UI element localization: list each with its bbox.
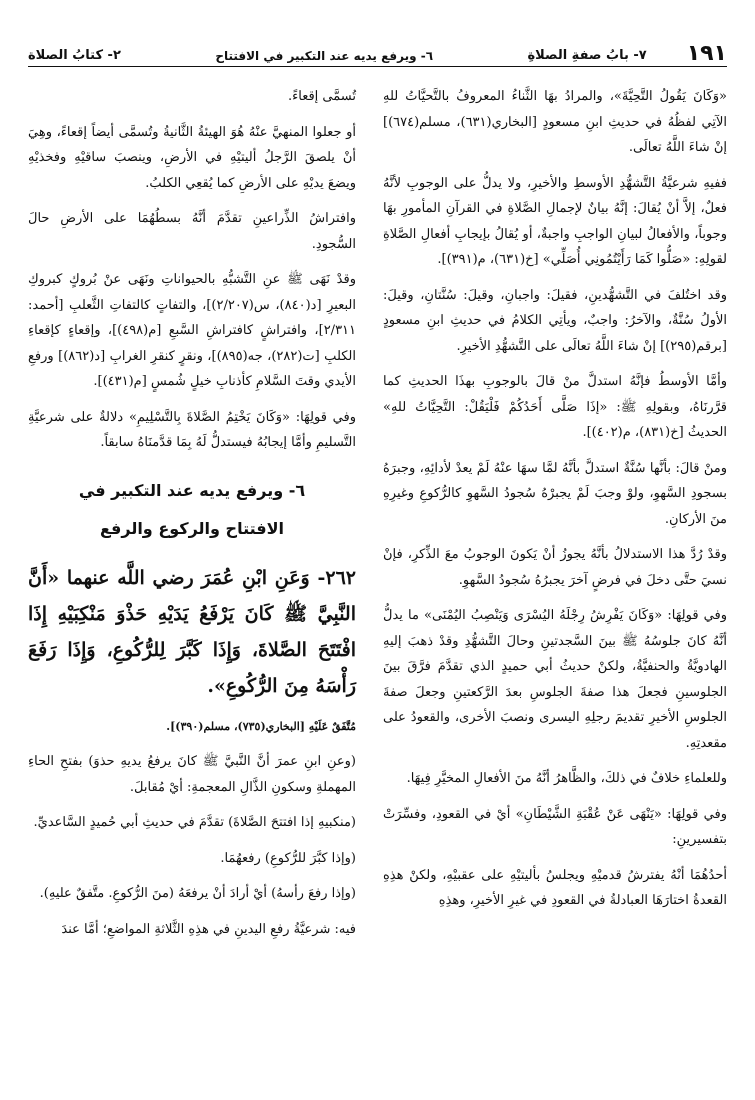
paragraph: وقد اختُلفَ في التَّشهُّدينِ، فقيلَ: واجبانِ، وقيلَ: سُنَّتانِ، وقيلَ: الأولُ سُنَّةٌ، والآخرُ: واجبٌ، ويأتِي الكلامُ في حديثِ ابنِ مسعودٍ [برقم(٢٩٥)] إنْ شاءَ اللَّهُ تعالَى على التَّشهُّدِ الأخيرِ. (383, 287, 727, 354)
paragraph: وفي قولِهَا: «وَكَانَ يَخْتِمُ الصَّلاةَ بِالتَّسْلِيمِ» دلالةٌ على شرعيَّةِ التَّسليمِ وأمَّا إيجابُهُ فيستدلُّ لَهُ بِمَا قدَّمنَاهُ سابقاً. (28, 409, 356, 450)
paragraph: تُسمَّى إقعاءً. (287, 89, 356, 104)
paragraph: وقدْ رُدَّ هذا الاستدلالُ بأنَّهُ يجوزُ أنْ يَكونَ الوجوبُ معَ الذِّكرِ، فإنْ نسيَ حتَّى دخلَ في فرضٍ آخرَ يجبرُهُ سُجودُ السَّهوِ. (383, 547, 727, 588)
chapter-title: ٧- بابُ صفةِ الصلاةِ (527, 48, 647, 63)
hadith-text: ٢٦٢- وَعَنِ ابْنِ عُمَرَ رضي اللَّه عنهما «أَنَّ النَّبِيَّ ﷺ كَانَ يَرْفَعُ يَدَيْهِ حَذْوَ مَنْكِبَيْهِ إِذَا افْتَتَحَ الصَّلاةَ، وَإِذَا كَبَّرَ لِلرُّكُوعِ، وَإِذَا رَفَعَ رَأْسَهُ مِنَ الرُّكُوعِ». (28, 566, 356, 697)
page-header (28, 40, 727, 67)
section-heading-line: ٦- ويرفع يديه عند التكبير في (78, 480, 306, 500)
commentary-paragraph: (وإذا كبَّرَ للرُّكوعِ) رفعهُمَا. (220, 850, 356, 866)
book-title: ٢- كتابُ الصلاة (28, 48, 121, 63)
commentary-paragraph: (وعنِ ابنِ عمرَ أنَّ النَّبيَّ ﷺ كانَ يرفعُ يديهِ حذوَ) بفتحِ الحاءِ المهملةِ وسكونِ الذَّالِ المعجمةِ: أيْ مُقابلَ. (28, 754, 356, 795)
right-column (383, 84, 727, 1084)
commentary-paragraph: (منكبيهِ إذا افتتحَ الصَّلاةَ) تقدَّمَ في حديثِ أبي حُميدٍ السَّاعديِّ. (33, 815, 356, 830)
commentary-paragraph: فيه: شرعيَّةُ رفعِ اليدينِ في هذِهِ الثَّلاثةِ المواضعِ؛ أمَّا عندَ (61, 921, 356, 937)
paragraph: وفي قولِهَا: «وَكَانَ يَفْرِشُ رِجْلَهُ اليُسْرَى وَيَنْصِبُ اليُمْنَى» ما يدلُّ أنَّهُ كانَ جلوسُهُ ﷺ بينَ السَّجدتينِ وحالَ التَّشهُّدِ وقدْ ذهبَ إليهِ الهادويَّةُ والحنفيَّةُ، ولكنْ حديثُ أبي حميدٍ الذي تقدَّمَ فرَّقَ بينَ الجلوسينِ فجعلَ هذا صفةَ الجلوسِ بعدَ الرَّكعتينِ وجعلَ صفةَ الجلوسِ الأخيرِ تقديمَ رجلِهِ اليسرى ونصبَ الأخرى، والقعودُ على مقعدتِهِ. (383, 608, 727, 751)
paragraph: أحدُهُمَا أنْهُ يفترشُ قدميْهِ ويجلسُ بأليتيْهِ على عقبيْهِ، ولكنْ هذِهِ القعدةُ اختارَهَا العبادلةُ في القعودِ في غيرِ الأخيرِ، وهذِهِ (383, 867, 727, 908)
paragraph: وفي قولِهَا: «يَنْهَى عَنْ عُقْبَةِ الشَّيْطَانِ» أيْ في القعودِ، وفسِّرَتْ بتفسيرينِ: (383, 806, 727, 847)
hadith-reference: مُتَّفَقٌ عَلَيْهِ [البخاري(٧٣٥)، مسلم(٣٩٠)]. (166, 719, 356, 733)
paragraph: وللعلماءِ خلافٌ في ذلكَ، والظَّاهرُ أنَّهُ منَ الأفعالِ المخيَّرِ فِيهَا. (406, 771, 727, 786)
paragraph: وقدْ نَهَى ﷺ عنِ التَّشبُّهِ بالحيواناتِ ونَهَى عنْ بُروكٍ كبروكِ البعيرِ [د(٨٤٠)، س(٢/٢٠٧)]، والتفاتٍ كالتفاتِ الثَّعلبِ [أحمد: ٢/٣١١]، وافتراشٍ كافتراشِ السَّبعِ [م(٤٩٨)]، وإقعاءٍ كإقعاءِ الكلبِ [ت(٢٨٢)، جه(٨٩٥)]، ونقرٍ كنقرِ الغرابِ [د(٨٦٢)] ورفعِ الأيدي وقتَ السَّلامِ كأذنابِ خيلٍ شُمسٍ [م(٤٣١)]. (28, 272, 357, 389)
paragraph: أو جعلوا المنهيَّ عنْهُ هُوَ الهيئةُ الثَّانيةُ وتُسمَّى أيضاً إقعاءً، وهِيَ أنْ يلصقَ الرَّجلُ أليتيْهِ في الأرضِ، وينصبَ ساقيْهِ وفخذيْهِ ويضعَ يديْهِ على الأرضِ كما يُقعِي الكلبُ. (28, 124, 356, 191)
paragraph: وأمَّا الأوسطُ فإنَّهُ استدلَّ منْ قالَ بالوجوبِ بهذَا الحديثِ كما قرَّرنَاهُ، وبقولِهِ ﷺ: «إذَا صَلَّى أَحَدُكُمْ فَلْيَقُلْ: التَّحِيَّاتُ للهِ» الحديثُ [خ(٨٣١)، م(٤٠٢)]. (383, 374, 727, 440)
paragraph: وافتراشُ الذِّراعينِ تقدَّمَ أنَّهُ بسطُهُمَا على الأرضِ حالَ السُّجودِ. (28, 211, 356, 252)
paragraph: «وَكَانَ يَقُولُ التَّحِيَّةَ»، والمرادُ بهَا الثَّناءُ المعروفُ بالتَّحيَّاتُ للهِ الآتِي لفظُهُ في حديثِ ابنِ مسعودٍ [البخاري(٦٣١)، مسلم(٦٧٤)] إنْ شاءَ اللَّهُ تعالَى. (383, 89, 727, 155)
section-heading-line: الافتتاح والركوع والرفع (99, 518, 285, 538)
page-number: ١٩١ (686, 41, 727, 66)
section-heading (28, 472, 356, 548)
paragraph: ففيهِ شرعيَّةُ التَّشهُّدِ الأوسطِ والأخيرِ، ولا يدلُّ على الوجوبِ لأنَّهُ فعلٌ، إلاَّ أنْ يُقالَ: إنَّهُ بيانٌ لإجمالِ الصَّلاةِ في القرآنِ المأمورِ بهَا وجوباً، والأفعالُ لبيانِ الواجبِ واجبةٌ، أو يُقالُ بإيجابِ أفعالِ الصَّلاةِ لقولِهِ: «صَلُّوا كَمَا رَأَيْتُمُونِي أُصَلِّي» [خ(٦٣١)، م(٣٩١)]. (383, 175, 727, 267)
paragraph: ومنْ قالَ: بأنَّها سُنَّةٌ استدلَّ بأنَّهُ لمَّا سهَا عنْهُ لَمْ يعدْ لأدائِهِ، وجبرَهُ بسجودِ السَّهوِ، ولوْ وجبَ لَمْ يجبرْهُ سُجودُ السَّهوِ كالرُّكوعِ وغيرِهِ منَ الأركانِ. (383, 460, 727, 527)
left-column (28, 84, 356, 1084)
commentary-paragraph: (وإذا رفعَ رأسهُ) أيْ أرادَ أنْ يرفعَهُ (منَ الرُّكوعِ. متَّفقٌ عليهِ). (39, 886, 356, 901)
section-running-title: ٦- ويرفع يديه عند التكبير في الافتتاح (215, 49, 434, 63)
